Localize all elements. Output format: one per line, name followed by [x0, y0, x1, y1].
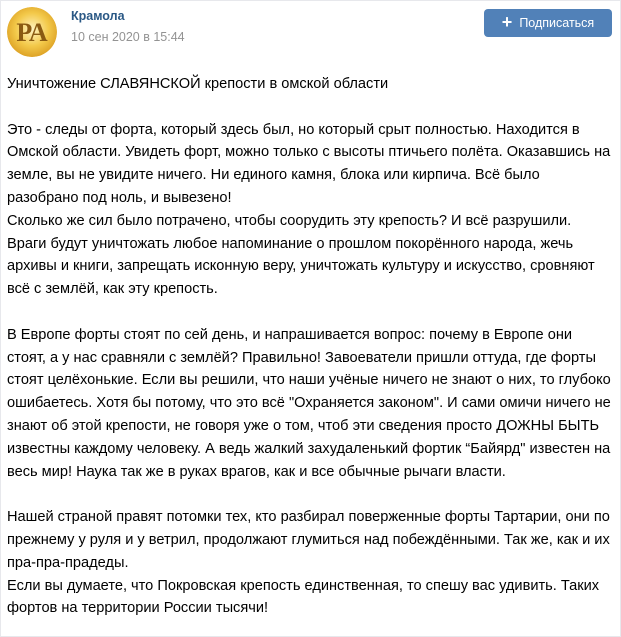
author-name-link[interactable]: Крамола — [71, 9, 125, 23]
post-paragraph-3: Нашей страной правят потомки тех, кто разбирал поверженные форты Тартарии, они по прежнему у руля и у ветрил, продолжают глумиться над побеждёнными. Так же, как и их пра-пра-прадеды. Если вы думаете, что Покровская крепость единственная, то спешу вас удивить. Таких фортов на территории России тысячи! — [7, 509, 610, 617]
post-paragraph-2: В Европе форты стоят по сей день, и напрашивается вопрос: почему в Европе они стоят, а у нас сравняли с землёй? Правильно! Завоеватели пришли оттуда, где форты стоят целёхонькие. Если вы решили, что наши учёные ничего не знают о них, то глубоко ошибаетесь. Хотя бы потому, что это всё "Охраняется законом". И сами омичи ничего не знают об этой крепости, не говоря уже о том, чтоб эти сведения просто ДОЖНЫ БЫТЬ известны каждому человеку. А ведь жалкий захудаленький фортик “Байярд" известен на весь мир! Наука так же в руках врагов, как и все обычные рычаги власти. — [7, 326, 611, 480]
community-avatar[interactable] — [7, 7, 57, 57]
logo-icon — [7, 7, 57, 57]
post-paragraph-1: Это - следы от форта, который здесь был, но который срыт полностью. Находится в Омской области. Увидеть форт, можно только с высоты птичьего полёта. Оказавшись на земле, вы не увидите ничего. Ни единого камня, блока или кирпича. Всё было разобрано под ноль, и вывезено! Сколько же сил было потрачено, чтобы соорудить эту крепость? И всё разрушили. Враги будут уничтожать любое напоминание о прошлом покорённого народа, жечь архивы и книги, запрещать исконную веру, уничтожать культуру и искусство, сровняют всё с землёй, как эту крепость. — [7, 121, 611, 298]
post-body — [7, 73, 612, 620]
post-title: Уничтожение СЛАВЯНСКОЙ крепости в омской области — [7, 76, 389, 92]
post-date[interactable]: 10 сен 2020 в 15:44 — [71, 30, 185, 44]
plus-icon: + — [501, 12, 513, 32]
post-header — [1, 1, 621, 61]
subscribe-label: Подписаться — [519, 16, 595, 30]
subscribe-button[interactable] — [484, 9, 612, 37]
avatar-monogram: РА — [16, 18, 48, 47]
